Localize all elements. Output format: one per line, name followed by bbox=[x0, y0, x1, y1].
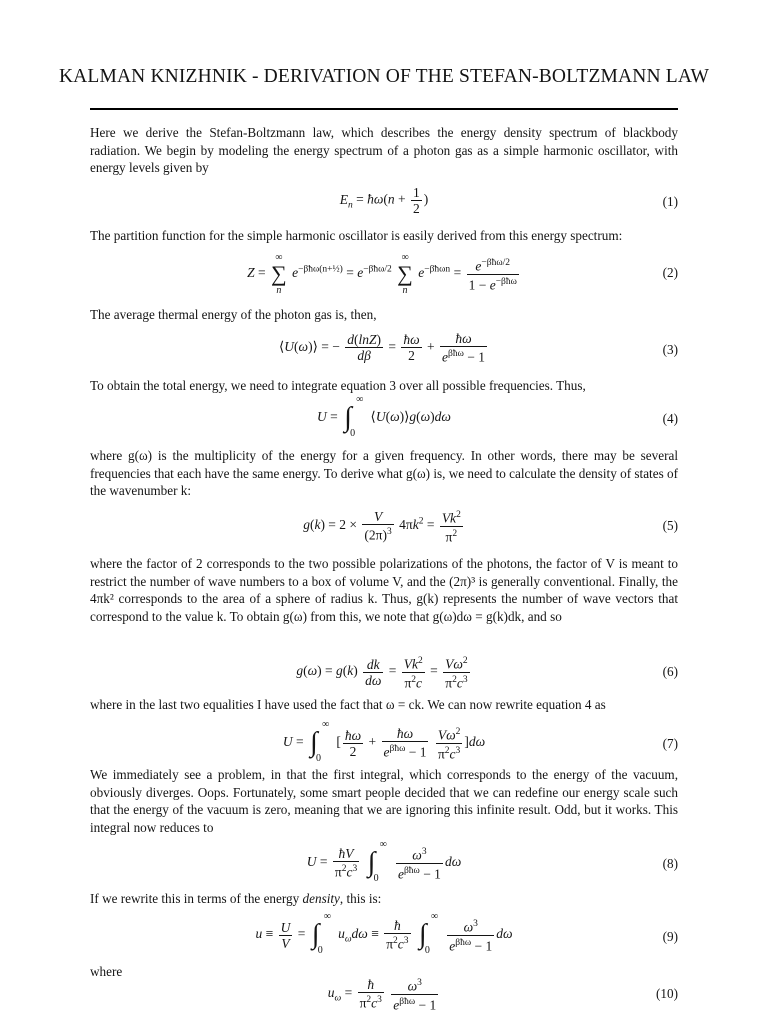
paragraph-where: where bbox=[90, 964, 123, 979]
paragraph-density-end: , this is: bbox=[339, 891, 382, 906]
equation-number-5: (5) bbox=[662, 518, 678, 533]
paragraph-factors: where the factor of 2 corresponds to the two possible polarizations of the photons, the factor of V is meant to restrict the number of wave numbers to a box of volume V, and the (2π)³ is generally conventional. Finally, the 4πk² corresponds to the area of a sphere of radius k. Thus, g(k) represents the number of wave vectors that correspond to the value k. To obtain g(ω) from this, we note that g(ω)dω = g(k)dk, and so bbox=[90, 556, 678, 624]
equation-number-1: (1) bbox=[662, 194, 678, 209]
equation-2: Z = ∞ ∑ n $e^{-\beta ħ\omega(n+\frac{1}{2})} = e^{-\beta ħ\omega/2}$ ∞ ∑ n $e^{-\beta ħ\omega n}$ = $\frac{e^{-\beta ħ\omega/2}}{1 - e^{-\beta ħ\omega}}$ bbox=[247, 252, 517, 296]
page-title: KALMAN KNIZHNIK - DERIVATION OF THE STEFAN-BOLTZMANN LAW bbox=[58, 66, 710, 87]
equation-5: g(k) = 2 × $\frac{V}{(2\pi)^3}$ $4\pi k^2$ = $\frac{Vk^2}{\pi^2}$ bbox=[303, 509, 461, 544]
equation-10: $u_\omega$ = $\frac{ħ}{\pi^2c^3}$ $\frac{\omega^3}{e^{\beta ħ\omega} - 1}$ bbox=[327, 977, 437, 1012]
equation-1: $E_n$ = ħω(n + $\frac{1}{2}$ ) bbox=[339, 185, 429, 216]
emphasis-density: density bbox=[302, 891, 340, 906]
equation-number-10: (10) bbox=[656, 986, 678, 1001]
equation-number-4: (4) bbox=[662, 411, 678, 426]
equation-9: u ≡ $\frac{U}{V}$ = ∫ ∞ 0 $u_\omega d\omega$ ≡ $\frac{ħ}{\pi^2c^3}$ ∫ ∞ 0 $\frac{\omega^3}{e^{\beta ħ\omega} - 1}$ dω bbox=[255, 911, 513, 956]
paragraph-vacuum: We immediately see a problem, in that the first integral, which corresponds to the energy of the vacuum, obviously diverges. Oops. Fortunately, some smart people decided that we can redefine our energy scale such that the energy of the vacuum is zero, meaning that we are ignoring this infinite result. Odd, but it works. This integral now reduces to bbox=[90, 767, 678, 835]
paragraph-density-start: If we rewrite this in terms of the energy bbox=[90, 891, 303, 906]
paragraph-density bbox=[90, 890, 678, 908]
equation-number-3: (3) bbox=[662, 342, 678, 357]
equation-number-2: (2) bbox=[662, 265, 678, 280]
paragraph-average-energy: The average thermal energy of the photon gas is, then, bbox=[90, 307, 377, 322]
equation-number-9: (9) bbox=[662, 929, 678, 944]
paragraph-rewrite: where in the last two equalities I have used the fact that ω = ck. We can now rewrite equation 4 as bbox=[90, 697, 606, 712]
title-rule bbox=[90, 108, 678, 110]
equation-8: U = $\frac{ħV}{\pi^2c^3}$ ∫ ∞ 0 $\frac{\omega^3}{e^{\beta ħ\omega} - 1}$ dω bbox=[306, 839, 462, 884]
paragraph-partition: The partition function for the simple harmonic oscillator is easily derived from this energy spectrum: bbox=[90, 228, 623, 243]
equation-number-8: (8) bbox=[662, 856, 678, 871]
paragraph-total-energy: To obtain the total energy, we need to integrate equation 3 over all possible frequencies. Thus, bbox=[90, 378, 586, 393]
equation-number-7: (7) bbox=[662, 736, 678, 751]
paragraph-multiplicity: where g(ω) is the multiplicity of the energy for a given frequency. In other words, there may be several frequencies that each have the same energy. To derive what g(ω) is, we need to calculate the density of states of the wavenumber k: bbox=[90, 448, 678, 499]
equation-4: U = ∫ ∞ 0 ⟨U(ω)⟩g(ω)dω bbox=[317, 394, 451, 439]
equation-number-6: (6) bbox=[662, 664, 678, 679]
equation-6: g(ω) = g(k) $\frac{dk}{d\omega}$ = $\frac{Vk^2}{\pi^2c}$ = $\frac{V\omega^2}{\pi^2c^3}$ bbox=[296, 656, 468, 690]
equation-3: ⟨U(ω)⟩ = − $\frac{d(\ln Z)}{d\beta}$ = $\frac{ħ\omega}{2}$ + $\frac{ħ\omega}{e^{\beta ħ\omega} - 1}$ bbox=[279, 331, 485, 365]
paragraph-intro: Here we derive the Stefan-Boltzmann law, which describes the energy density spectrum of blackbody radiation. We begin by modeling the energy spectrum of a photon gas as a simple harmonic oscillator, with energy levels given by bbox=[90, 125, 678, 176]
equation-7: U = ∫ ∞ 0 [ $\frac{ħ\omega}{2}$ + $\frac{ħ\omega}{e^{\beta ħ\omega} - 1}$ $\frac{V\omega^2}{\pi^2c^3}$ ]dω bbox=[282, 719, 486, 764]
